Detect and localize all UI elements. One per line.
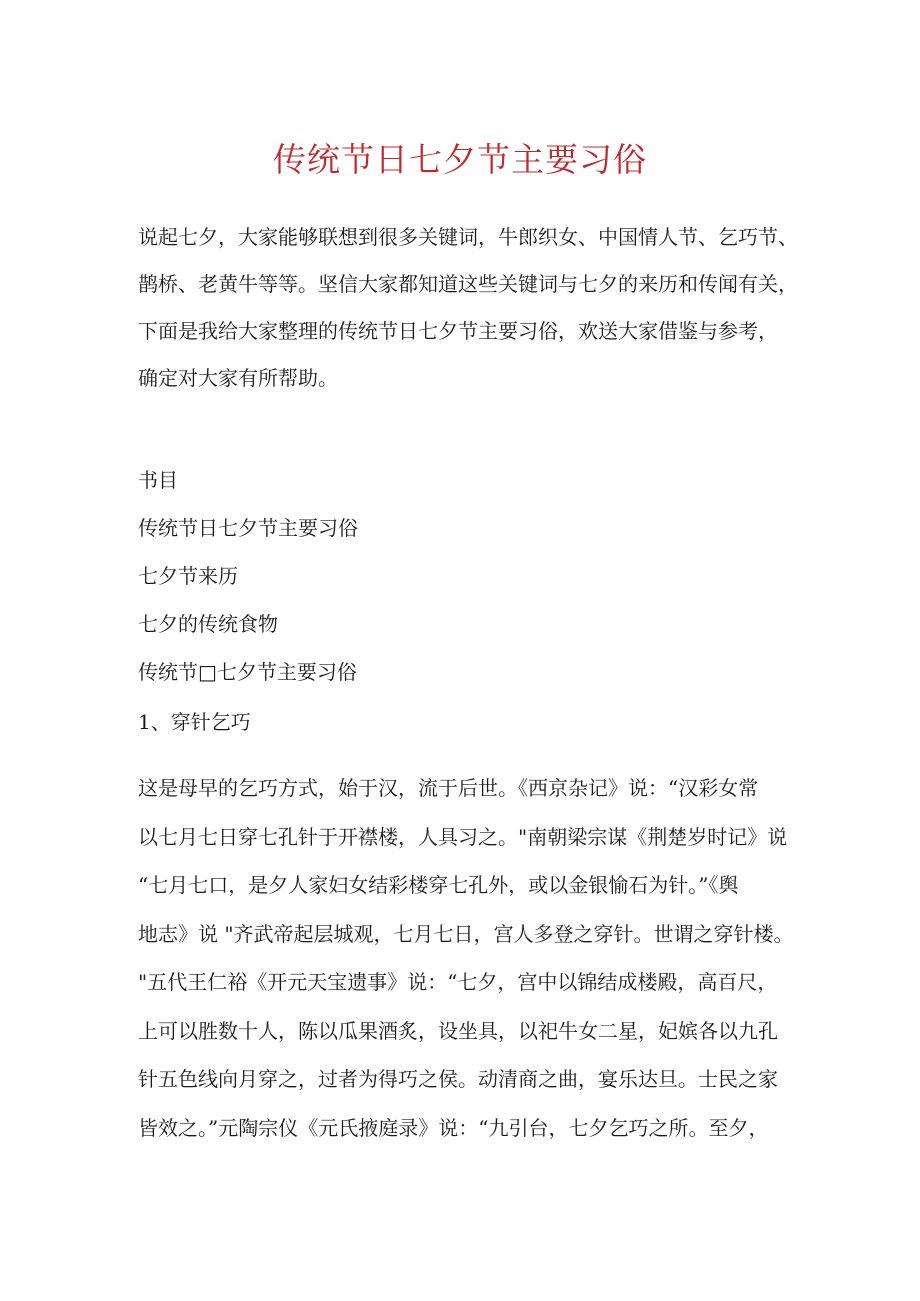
toc-heading: 书目	[138, 468, 178, 492]
body-line: 皆效之。”元陶宗仪《元氏掖庭录》说：“九引台，七夕乞巧之所。至夕，	[138, 1115, 769, 1140]
intro-line: 说起七夕，大家能够联想到很多关键词，牛郎织女、中国情人节、乞巧节、	[138, 225, 798, 249]
intro-line: 确定对大家有所帮助。	[138, 366, 338, 390]
toc-item: 七夕的传统食物	[138, 612, 278, 636]
toc-item: 传统节日七夕节主要习俗	[138, 516, 358, 540]
intro-paragraph	[138, 214, 798, 402]
body-line: 针五色线向月穿之，过者为得巧之侯。动清商之曲，宴乐达旦。士民之家	[138, 1067, 778, 1091]
table-of-contents	[138, 456, 794, 696]
body-line: 地志》说 "齐武帝起层城观，七月七日，宫人多登之穿针。世谓之穿针楼。	[138, 921, 794, 946]
body-line: "五代王仁裕《开元天宝遗事》说：“七夕，宫中以锦结成楼殿，高百尺，	[138, 970, 778, 994]
body-line: “七月七口，是夕人家妇女结彩楼穿七孔外，或以金银愉石为针。”《舆	[138, 873, 739, 897]
intro-line: 下面是我给大家整理的传统节日七夕节主要习俗，欢送大家借鉴与参考，	[138, 319, 778, 343]
section-body	[138, 764, 798, 1152]
section-heading: 1、穿针乞巧	[138, 710, 251, 734]
body-line: 以七月七日穿七孔针于开襟楼，人具习之。"南朝梁宗谋《荆楚岁时记》说	[138, 824, 788, 849]
document-title: 传统节日七夕节主要习俗	[273, 140, 647, 179]
toc-item: 七夕节来历	[138, 564, 238, 588]
intro-line: 鹊桥、老黄牛等等。坚信大家都知道这些关键词与七夕的来历和传闻有关，	[138, 272, 798, 296]
toc-item: 传统节□七夕节主要习俗	[138, 660, 357, 684]
body-line: 上可以胜数十人，陈以瓜果酒炙，设坐具，以祀牛女二星，妃嫔各以九孔	[138, 1018, 778, 1043]
body-line: 这是母早的乞巧方式，始于汉，流于后世。《西京杂记》说：“汉彩女常	[138, 776, 759, 800]
